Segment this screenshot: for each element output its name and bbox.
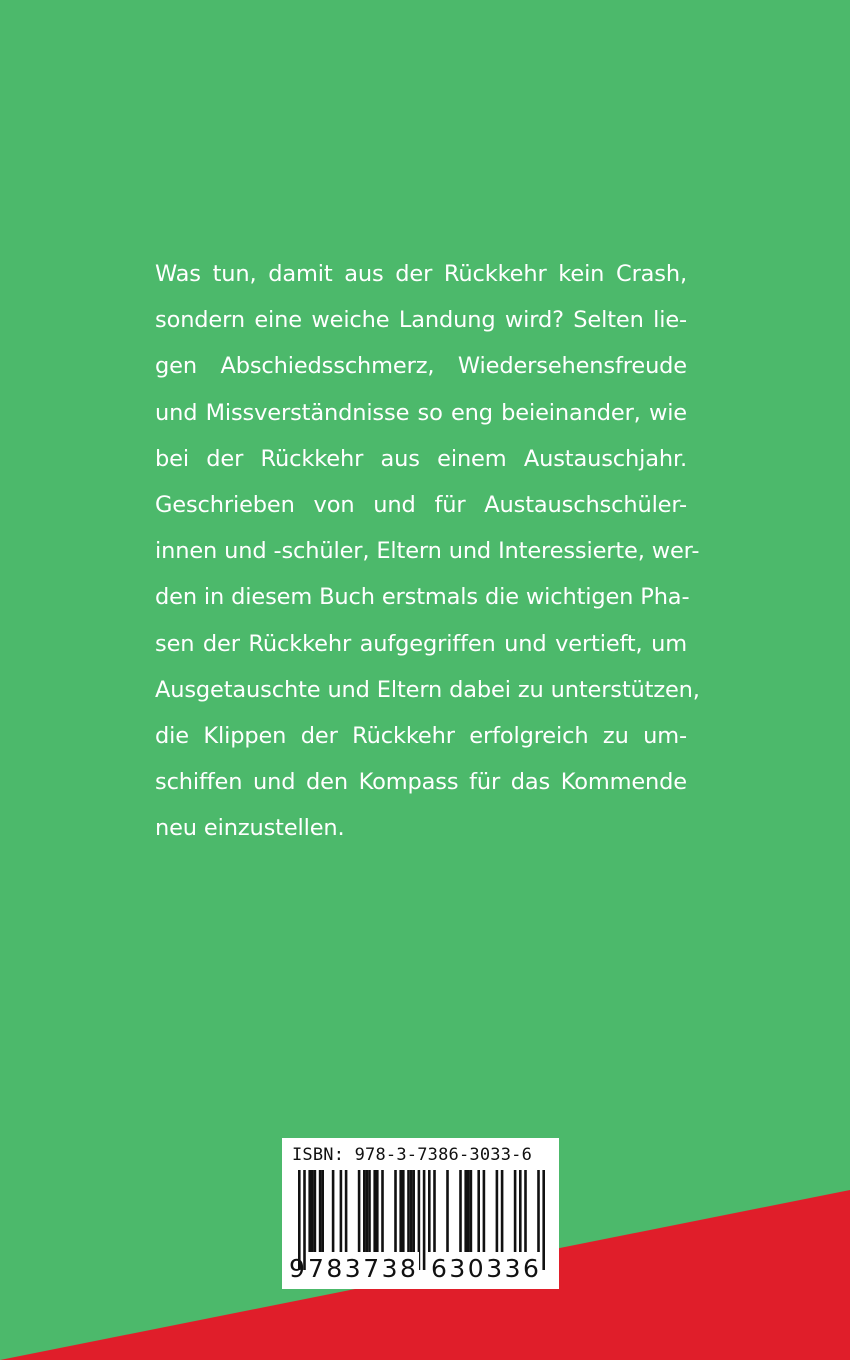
barcode-digit-lead: 9 [289, 1254, 305, 1283]
barcode-bar [363, 1170, 366, 1252]
barcode-bar [368, 1170, 371, 1252]
blurb-line: und Missverständnisse so eng beieinander, wie [155, 399, 687, 426]
barcode-bar [332, 1170, 335, 1252]
blurb-line: sondern eine weiche Landung wird? Selten lie- [155, 307, 687, 334]
blurb-line: neu einzustellen. [155, 815, 345, 842]
barcode-bar [514, 1170, 517, 1252]
barcode-bar [464, 1170, 467, 1252]
isbn-label: ISBN: 978-3-7386-3033-6 [292, 1145, 533, 1165]
barcode-bar [399, 1170, 402, 1252]
barcode-digit-group-right: 630336 [430, 1252, 542, 1286]
barcode-bar [345, 1170, 348, 1252]
barcode-bar [358, 1170, 361, 1252]
barcode-bar [319, 1170, 322, 1252]
barcode-bar [519, 1170, 522, 1252]
blurb-line: den in diesem Buch erstmals die wichtigen Pha- [155, 584, 690, 611]
blurb-line: Ausgetauschte und Eltern dabei zu unterstützen, [155, 676, 700, 703]
barcode-bar [477, 1170, 480, 1252]
barcode-bar [321, 1170, 324, 1252]
barcode-bar [394, 1170, 397, 1252]
blurb-line: Was tun, damit aus der Rückkehr kein Crash, [155, 261, 687, 287]
blurb-line: Geschrieben von und für Austauschschüler- [155, 491, 687, 518]
barcode-bar [496, 1170, 499, 1252]
barcode-bar [524, 1170, 527, 1252]
barcode-bar [402, 1170, 405, 1252]
barcode-bar [407, 1170, 410, 1252]
barcode-bar [340, 1170, 343, 1252]
blurb-line: die Klippen der Rückkehr erfolgreich zu um- [155, 722, 687, 749]
barcode-bar [501, 1170, 504, 1252]
barcode-bar [470, 1170, 473, 1252]
blurb-line: schiffen und den Kompass für das Kommende [155, 769, 687, 796]
barcode-bar [459, 1170, 462, 1252]
barcode-bar [373, 1170, 376, 1252]
barcode-bar [446, 1170, 449, 1252]
blurb-text [155, 251, 700, 851]
barcode-bar [410, 1170, 413, 1252]
barcode-bar [311, 1170, 314, 1252]
barcode-bar [412, 1170, 415, 1252]
barcode-bar [366, 1170, 369, 1252]
blurb-line: innen und -schüler, Eltern und Interessierte, wer- [155, 538, 700, 565]
barcode-bar [467, 1170, 470, 1252]
barcode-bar [483, 1170, 486, 1252]
barcode-digit-group-left: 783738 [307, 1252, 419, 1286]
blurb-line: bei der Rückkehr aus einem Austauschjahr. [155, 445, 687, 472]
barcode-bar [376, 1170, 379, 1252]
barcode-bar [428, 1170, 431, 1252]
barcode-bar [308, 1170, 311, 1252]
barcode-bar [381, 1170, 384, 1252]
barcode-digits [282, 1252, 559, 1286]
blurb-line: sen der Rückkehr aufgegriffen und vertieft, um [155, 630, 687, 657]
blurb-line: gen Abschiedsschmerz, Wiedersehensfreude [155, 353, 687, 380]
barcode-bar [433, 1170, 436, 1252]
barcode-bar [314, 1170, 317, 1252]
